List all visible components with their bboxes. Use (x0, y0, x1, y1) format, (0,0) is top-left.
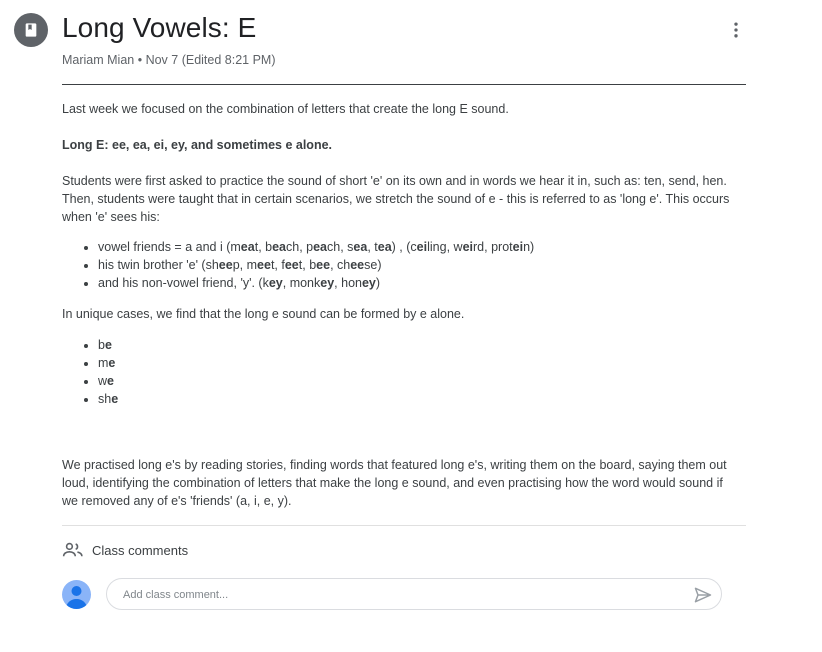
word-vowel-team: ei (416, 240, 428, 254)
word-part: ch (286, 240, 300, 254)
word-part: f (281, 258, 285, 272)
rule-end: ) (375, 276, 381, 290)
word-part: b (265, 240, 273, 254)
post-meta (62, 53, 276, 67)
word-part: se (364, 258, 378, 272)
word-vowel-team: ee (316, 258, 331, 272)
word-part: c (410, 240, 417, 254)
word-vowel-team: ey (268, 276, 283, 290)
post-description: Students were first asked to practice the sound of short 'e' on its own and in words we hear it in, such as: ten, send, hen. Then, students were taught that in certain scenarios, we stretch the sound of e - this is referred to as 'long e'. This occurs when 'e' sees his: (62, 174, 730, 224)
word-part: rd (473, 240, 485, 254)
word-part: t (254, 240, 259, 254)
word-part: sh (98, 392, 112, 406)
word-vowel-team: ea (272, 240, 286, 254)
word-part: m (230, 240, 241, 254)
word-vowel-team: ee (257, 258, 271, 272)
word-vowel-team: ee (218, 258, 233, 272)
comments-divider (62, 525, 746, 526)
word-part: ch (327, 240, 341, 254)
word-part: t (298, 258, 303, 272)
post-heading: Long E: ee, ea, ei, ey, and sometimes e alone. (62, 138, 333, 152)
list-item (98, 390, 118, 408)
post-intro: Last week we focused on the combination of letters that create the long E sound. (62, 102, 509, 116)
word-vowel-team: ea (353, 240, 368, 254)
comment-box (106, 578, 722, 610)
people-icon (62, 542, 84, 558)
word-part: b (309, 258, 317, 272)
word-part: sh (205, 258, 219, 272)
word-vowel-team: e (111, 392, 119, 406)
word-part: ling (427, 240, 447, 254)
word-vowel-team: ey (320, 276, 335, 290)
word-vowel-team: e (104, 338, 112, 352)
word-part: m (98, 356, 109, 370)
word-part: m (246, 258, 258, 272)
word-part: w (453, 240, 463, 254)
word-part: t (270, 258, 275, 272)
rule-label: his twin brother 'e' ( (98, 258, 206, 272)
list-item (98, 372, 118, 390)
rule-end: ) (530, 240, 535, 254)
practice-text: We practised long e's by reading stories, finding words that featured long e's, writing them on the board, saying them out loud, identifying the combination of letters that make the long e sound, and even practising how the word would sound if we removed any of e's 'friends' (a, i, e, y). (62, 458, 727, 508)
send-button[interactable] (693, 585, 713, 605)
word-vowel-team: ei (512, 240, 524, 254)
word-part: p (232, 258, 240, 272)
word-part: b (98, 338, 105, 352)
assignment-icon (23, 22, 39, 38)
word-part: hon (341, 276, 362, 290)
word-part: w (98, 374, 108, 388)
send-icon (693, 585, 713, 605)
word-part: n (523, 240, 531, 254)
list-item: • his twin brother 'e' (sheep, meet, feet, bee, cheese) (98, 256, 534, 274)
page-title: Long Vowels: E (62, 12, 257, 43)
rule-label: and his non-vowel friend, 'y'. ( (98, 276, 263, 290)
word-vowel-team: e (107, 374, 114, 388)
word-vowel-team: ee (350, 258, 365, 272)
unique-cases-text: In unique cases, we find that the long e sound can be formed by e alone. (62, 307, 465, 321)
word-part: k (262, 276, 269, 290)
list-item (98, 336, 118, 354)
word-part: t (374, 240, 378, 254)
class-comments-label: Class comments (92, 542, 189, 558)
avatar (62, 580, 91, 609)
alone-words-list (62, 336, 118, 408)
class-comments-header (62, 542, 188, 558)
word-vowel-team: ea (313, 240, 328, 254)
author-name: Mariam Mian (62, 53, 135, 67)
word-vowel-team: ea (377, 240, 392, 254)
rule-label: vowel friends = a and i ( (98, 240, 231, 254)
word-vowel-team: e (108, 356, 116, 370)
word-vowel-team: ey (361, 276, 376, 290)
word-part: prot (491, 240, 513, 254)
word-part: monk (289, 276, 321, 290)
word-part: s (347, 240, 354, 254)
rule-end: ) (377, 258, 382, 272)
more-options-button[interactable] (724, 18, 748, 42)
list-item (98, 354, 118, 372)
user-avatar-icon (62, 580, 91, 609)
more-vert-icon (726, 20, 746, 40)
word-vowel-team: ei (462, 240, 473, 254)
word-vowel-team: ea (240, 240, 255, 254)
post-date: Nov 7 (Edited 8:21 PM) (145, 53, 276, 67)
word-vowel-team: ee (284, 258, 299, 272)
meta-separator: • (134, 53, 146, 67)
rules-list (62, 238, 534, 292)
assignment-icon-badge (14, 13, 48, 47)
word-part: p (306, 240, 314, 254)
class-comment-input[interactable] (121, 579, 685, 611)
word-part: ch (337, 258, 351, 272)
rule-mid: ) , ( (391, 240, 411, 254)
header-divider (62, 84, 746, 85)
list-item: • and his non-vowel friend, 'y'. (key, monkey, honey) (98, 274, 534, 292)
list-item: • vowel friends = a and i (meat, beach, peach, sea, tea) , (ceiling, weird, protein) (98, 238, 534, 256)
